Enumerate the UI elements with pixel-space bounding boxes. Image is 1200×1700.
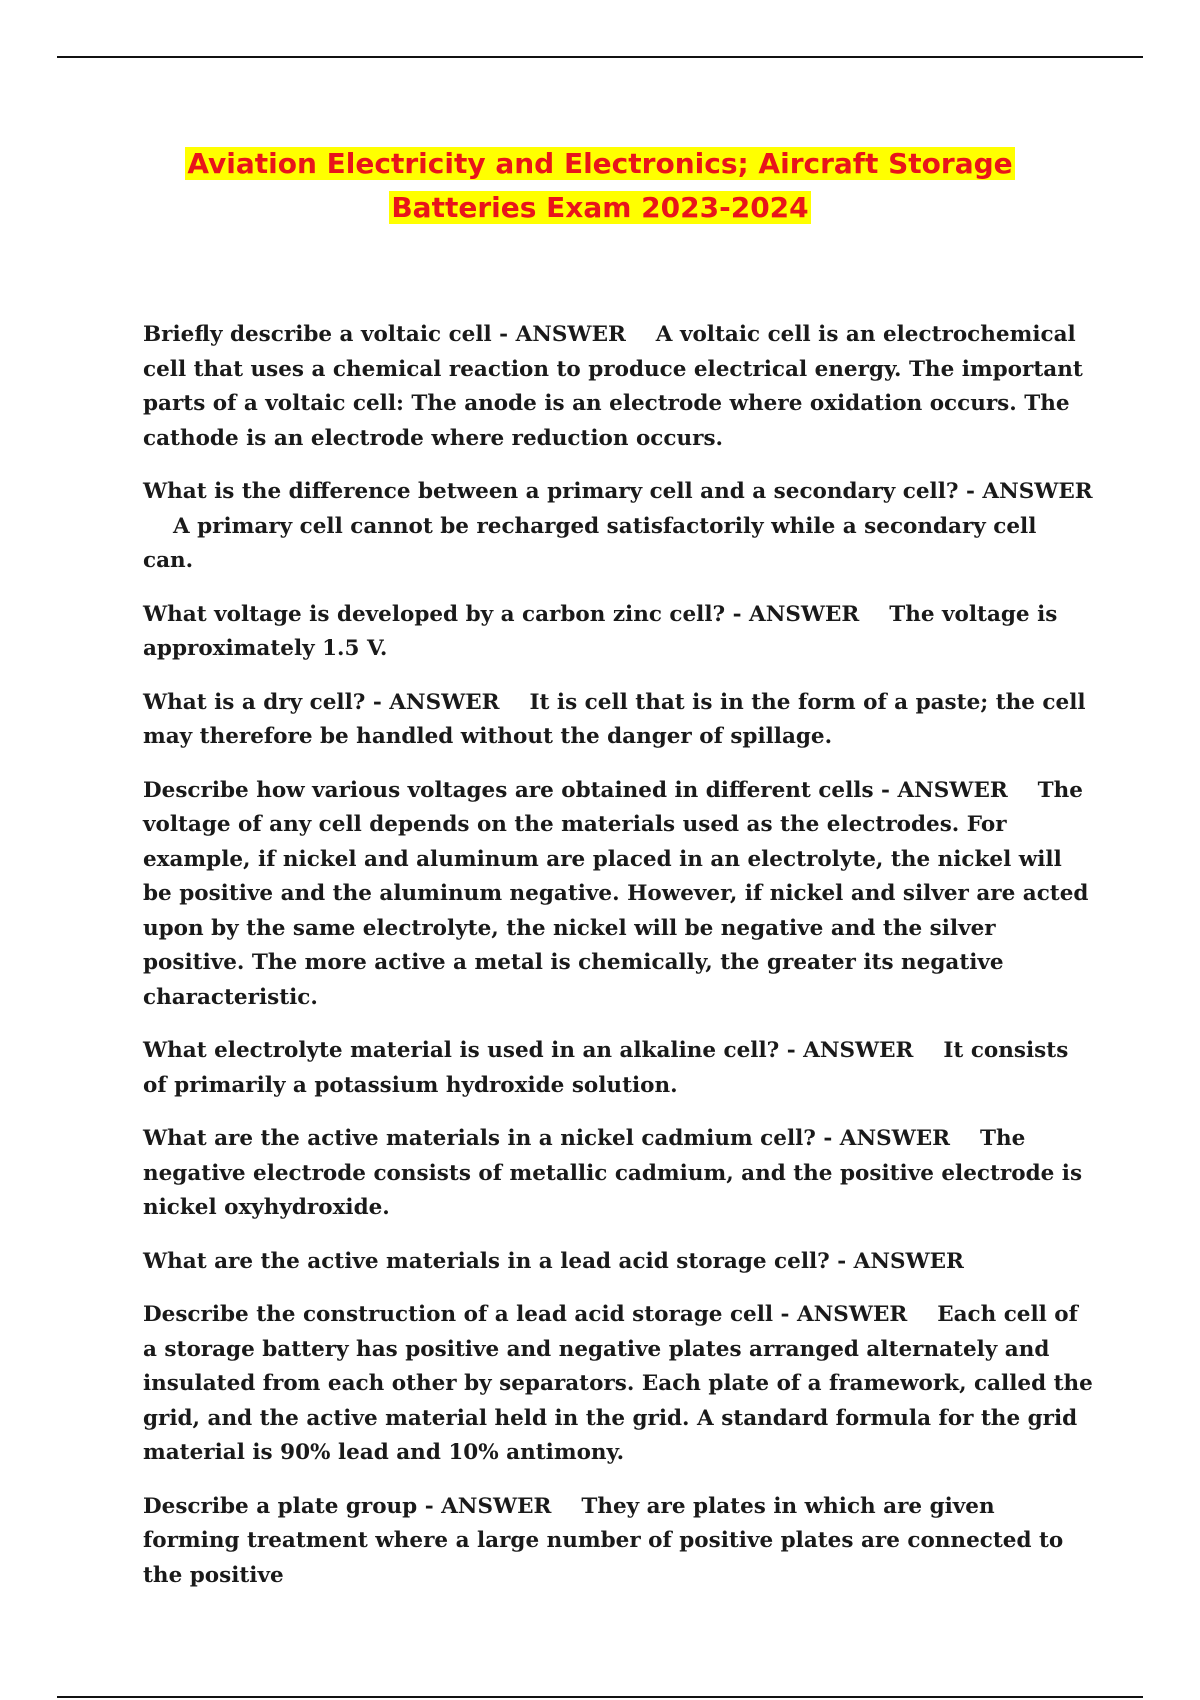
answer: The negative electrode consists of metallic cadmium, and the positive electrode is nickel oxyhydroxide.	[143, 1126, 1083, 1220]
qa-item	[143, 774, 1093, 1016]
answer: A primary cell cannot be recharged satisfactorily while a secondary cell can.	[143, 513, 1037, 573]
question: Describe the construction of a lead acid storage cell - ANSWER	[143, 1302, 908, 1327]
question: What are the active materials in a lead acid storage cell? - ANSWER	[143, 1248, 964, 1274]
title-line-1: Aviation Electricity and Electronics; Aircraft Storage	[187, 147, 1013, 180]
answer: The voltage is approximately 1.5 V.	[143, 601, 1058, 661]
qa-item	[143, 686, 1093, 755]
answer: It is cell that is in the form of a paste; the cell may therefore be handled without the danger of spillage.	[143, 689, 1086, 749]
title-line-2: Batteries Exam 2023-2024	[391, 191, 809, 224]
qa-item	[143, 318, 1093, 456]
qa-item	[143, 598, 1093, 667]
question: Describe a plate group - ANSWER	[143, 1493, 552, 1519]
question: What are the active materials in a nickel cadmium cell? - ANSWER	[143, 1126, 951, 1151]
bottom-rule	[57, 1696, 1143, 1698]
question: What electrolyte material is used in an alkaline cell? - ANSWER	[143, 1038, 914, 1063]
question: What voltage is developed by a carbon zinc cell? - ANSWER	[143, 601, 860, 627]
qa-list	[143, 318, 1093, 1612]
qa-item	[143, 1034, 1093, 1103]
answer: Each cell of a storage battery has positive and negative plates arranged alternately and insulated from each other by separators. Each plate of a framework, called the grid, and the active material held in the grid. A standard formula for the grid material is 90% lead and 10% antimony.	[143, 1302, 1093, 1465]
question: Describe how various voltages are obtained in different cells - ANSWER	[143, 777, 1008, 803]
question: What is a dry cell? - ANSWER	[143, 689, 500, 715]
qa-item	[143, 1298, 1093, 1471]
question: What is the difference between a primary cell and a secondary cell? - ANSWER	[143, 479, 1093, 504]
qa-item	[143, 1122, 1093, 1226]
qa-item	[143, 475, 1093, 579]
document-title	[60, 142, 1140, 230]
answer: A voltaic cell is an electrochemical cell that uses a chemical reaction to produce electrical energy. The important parts of a voltaic cell: The anode is an electrode where oxidation occurs. The cathode is an electrode where reduction occurs.	[143, 322, 1083, 451]
qa-item	[143, 1245, 1093, 1280]
qa-item	[143, 1490, 1093, 1594]
top-rule	[57, 56, 1143, 58]
answer: The voltage of any cell depends on the materials used as the electrodes. For example, if nickel and aluminum are placed in an electrolyte, the nickel will be positive and the aluminum negative. However, if nickel and silver are acted upon by the same electrolyte, the nickel will be negative and the silver positive. The more active a metal is chemically, the greater its negative characteristic.	[143, 777, 1089, 1010]
question: Briefly describe a voltaic cell - ANSWER	[143, 322, 626, 347]
answer: It consists of primarily a potassium hydroxide solution.	[143, 1038, 1069, 1098]
answer: They are plates in which are given forming treatment where a large number of positive plates are connected to the positive	[143, 1493, 1064, 1588]
